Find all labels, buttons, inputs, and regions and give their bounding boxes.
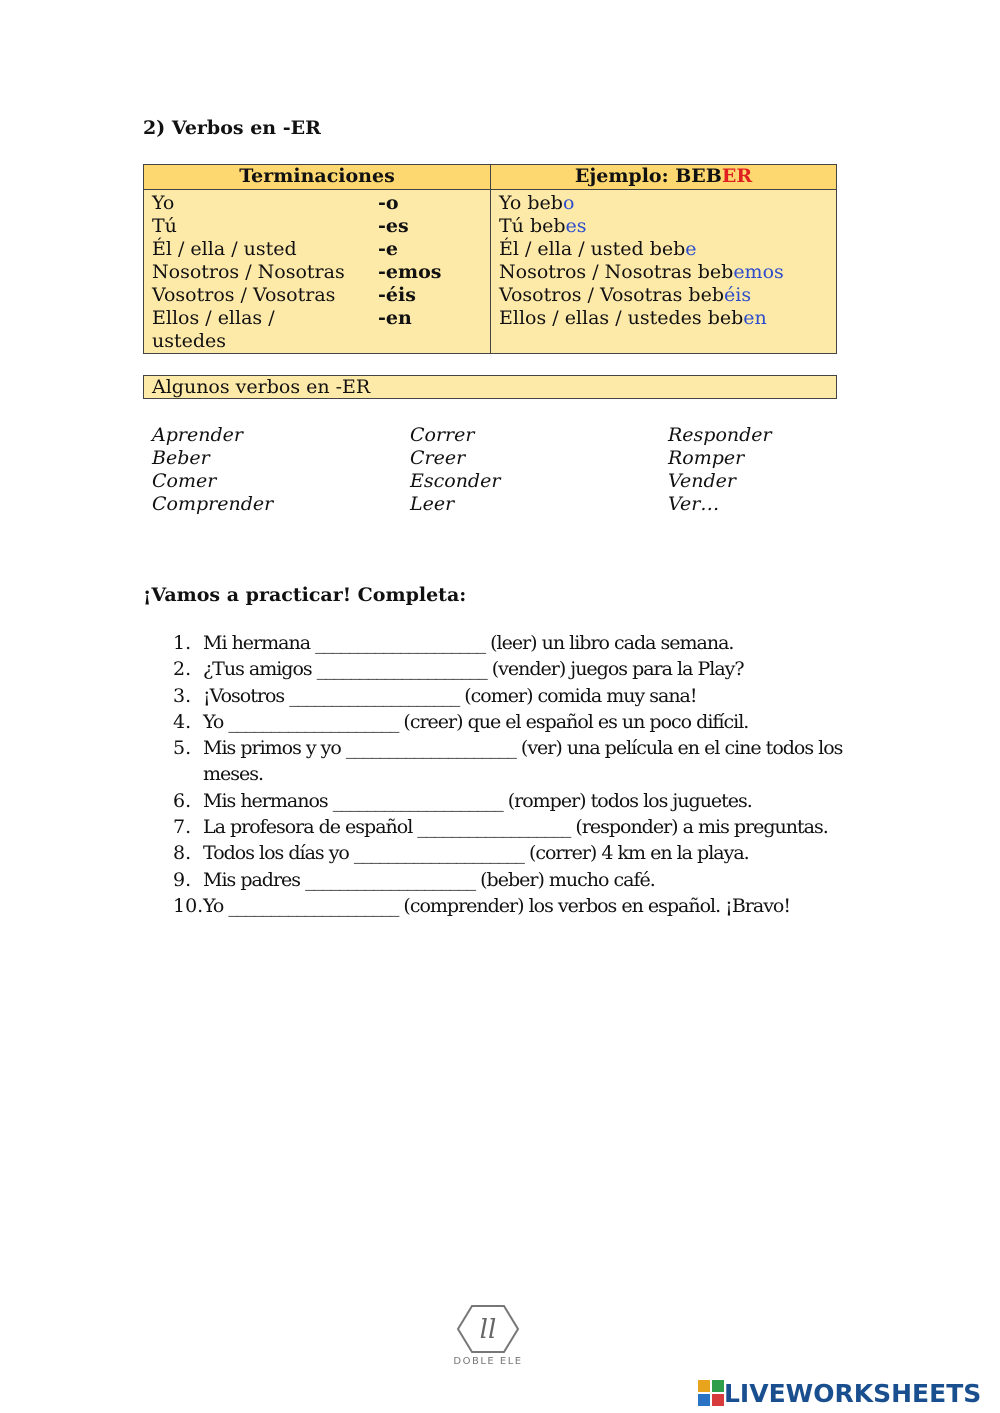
exercise-item: 4. Yo ____________________ (creer) que el español es un poco difícil.	[173, 710, 749, 733]
exercise-item: 1. Mi hermana ____________________ (leer) un libro cada semana.	[173, 632, 734, 654]
verb-item: Creer	[410, 447, 466, 469]
conjugation-table	[143, 164, 837, 354]
example-row: Yo bebo	[499, 192, 575, 214]
liveworksheets-brand[interactable]	[698, 1378, 981, 1408]
liveworksheets-icon	[698, 1380, 724, 1406]
brand-text: LIVEWORKSHEETS	[724, 1378, 982, 1408]
verb-item: Comprender	[152, 493, 274, 515]
verb-item: Beber	[152, 447, 210, 469]
exercise-list	[173, 630, 863, 919]
verb-item: Ver…	[668, 493, 720, 515]
ending-row: Yo -o	[152, 192, 399, 214]
verb-column-1	[152, 424, 273, 516]
exercise-item: 9. Mis padres ____________________ (beber) mucho café.	[173, 868, 655, 891]
exercise-item: 2. ¿Tus amigos ____________________ (vender) juegos para la Play?	[173, 658, 744, 681]
verb-column-2	[410, 424, 500, 516]
example-row: Él / ella / usted bebe	[499, 238, 697, 260]
verb-item: Vender	[668, 470, 736, 492]
logo-text: DOBLE ELE	[453, 1356, 523, 1367]
verb-item: Aprender	[152, 424, 243, 446]
verb-item: Leer	[410, 493, 455, 515]
hexagon-logo-icon	[456, 1303, 520, 1355]
header-terminaciones: Terminaciones	[144, 165, 491, 190]
ending-row: Vosotros / Vosotras -éis	[152, 284, 416, 306]
examples-cell	[491, 190, 837, 354]
exercise-item: 10. Yo ____________________ (comprender) los verbos en español. ¡Bravo!	[173, 894, 790, 917]
exercise-item: 5. Mis primos y yo ____________________ (ver) una película en el cine todos los meses.	[173, 737, 843, 786]
exercise-item: 8. Todos los días yo ____________________ (correr) 4 km en la playa.	[173, 842, 749, 865]
ending-row: Tú -es	[152, 215, 409, 237]
example-row: Nosotros / Nosotras bebemos	[499, 261, 784, 283]
verb-column-3	[668, 424, 772, 516]
ending-row: Nosotros / Nosotras -emos	[152, 261, 442, 283]
verb-item: Correr	[410, 424, 475, 446]
endings-cell	[144, 190, 491, 354]
practice-title: ¡Vamos a practicar! Completa:	[143, 584, 467, 606]
ending-row: Él / ella / usted -e	[152, 238, 398, 260]
verb-item: Responder	[668, 424, 772, 446]
svg-text:ll: ll	[479, 1315, 497, 1345]
example-row: Tú bebes	[499, 215, 587, 237]
exercise-item: 3. ¡Vosotros ____________________ (comer) comida muy sana!	[173, 684, 697, 707]
section-title: 2) Verbos en -ER	[143, 117, 321, 139]
verb-item: Comer	[152, 470, 217, 492]
header-ejemplo: Ejemplo: BEBER	[491, 165, 837, 190]
verb-item: Esconder	[410, 470, 501, 492]
doble-ele-logo	[456, 1303, 520, 1359]
exercise-item: 6. Mis hermanos ____________________ (romper) todos los juguetes.	[173, 789, 752, 812]
algunos-verbos-heading: Algunos verbos en -ER	[143, 375, 837, 399]
example-row: Ellos / ellas / ustedes beben	[499, 307, 767, 329]
example-row: Vosotros / Vosotras bebéis	[499, 284, 752, 306]
verb-item: Romper	[668, 447, 745, 469]
ending-row: Ellos / ellas / ustedes -en	[152, 307, 412, 352]
exercise-item: 7. La profesora de español __________________ (responder) a mis preguntas.	[173, 816, 828, 839]
